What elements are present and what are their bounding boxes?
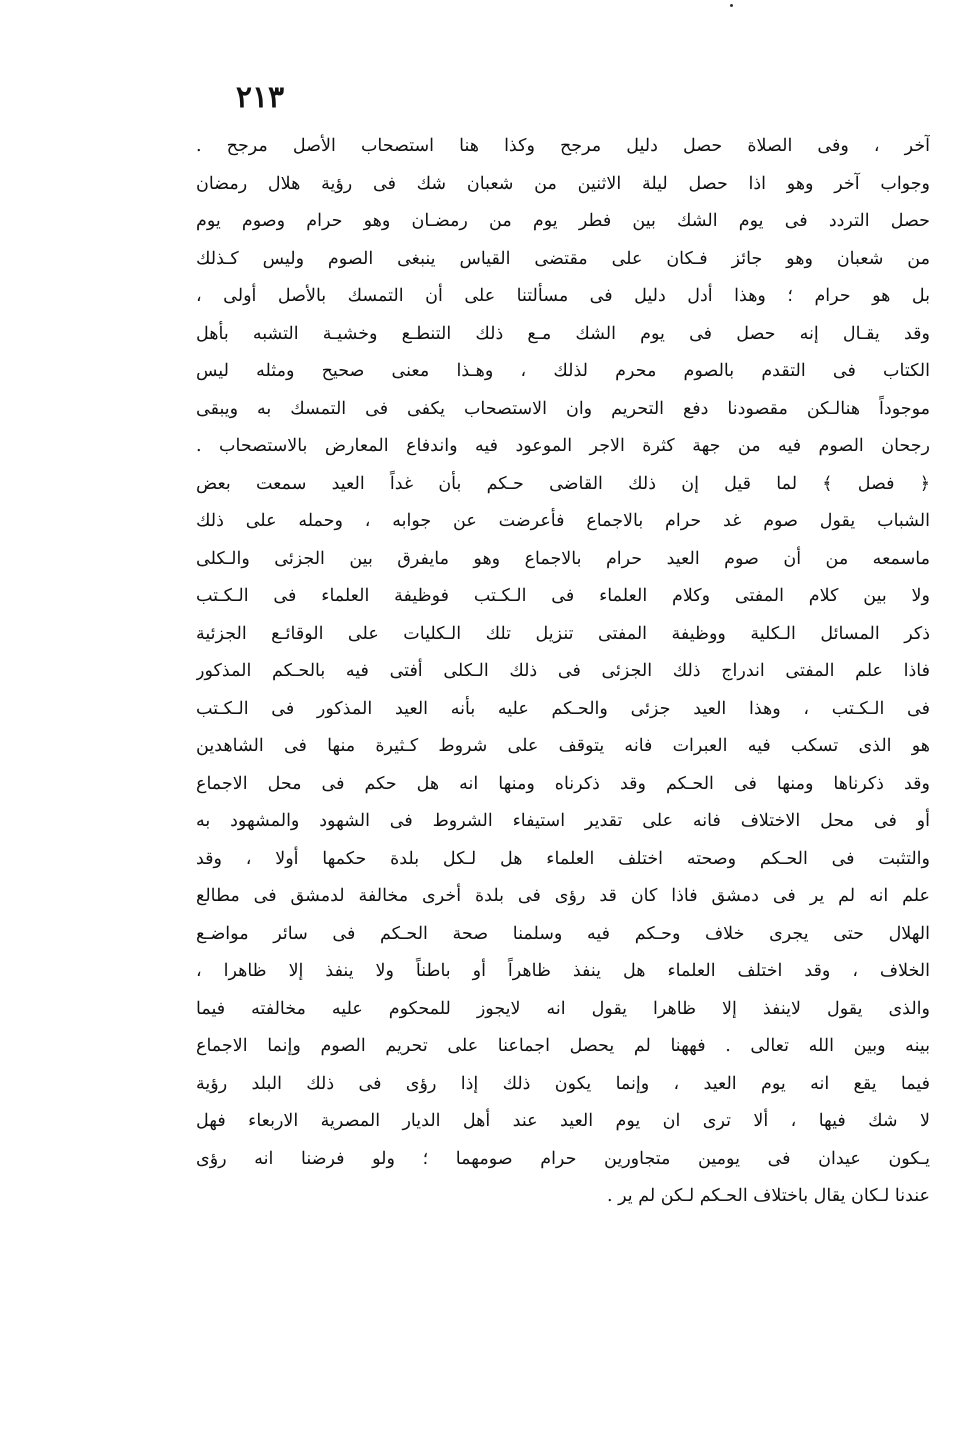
text-line: عندنا لـكان يقال باختلاف الحـكم لـكن لم ير . [606, 1186, 930, 1206]
text-line: موجوداً هنالـكن مقصودنا دفع التحريم وان الاستصحاب يكفى فى التمسك به ويبقى [196, 398, 930, 419]
text-line: رجحان الصوم فيه من جهة كثرة الاجر الموعود فيه واندفاع المعارض بالاستصحاب . [196, 436, 930, 456]
text-line: الهلال حتى يجرى خلاف وحـكم فيه وسلمنا صحة الحـكم فى سائر مواضـع [196, 923, 930, 944]
scan-speck [730, 4, 733, 7]
body-text [196, 128, 930, 1216]
text-line: فى الـكـتب ، وهذا العيد جزئى والحـكم عليه بأنه العيد المذكور فى الـكـتب [196, 698, 930, 719]
page-number: ٢١٣ [235, 80, 285, 115]
text-line: هو الذى تسكب فيه العبرات فانه يتوقف على شروط كـثيرة منها فى الشاهدين [196, 736, 930, 756]
text-line: فيما يقع انه يوم العيد ، وإنما يكون ذلك إذا رؤى فى ذلك البلد رؤية [196, 1073, 930, 1094]
text-line: بينه وبين الله تعالى . فههنا لم يحصل اجماعنا على تحريم الصوم وإنما الاجماع [196, 1036, 930, 1056]
text-line: والذى يقول لاينفذ إلا ظاهرا يقول انه لايجوز للمحكوم عليه مخالفته فيما [196, 998, 930, 1019]
text-line: الخلاف ، وقد اختلف العلماء هل ينفذ ظاهراً أو باطناً ولا ينفذ إلا ظاهرا ، [196, 961, 930, 981]
text-line: ولا بين كلام المفتى وكلام العلماء فى الـكـتب فوظيفة العلماء فى الـكـتب [196, 586, 930, 606]
text-line: الكتاب فى التقدم بالصوم محرم لذلك ، وهـذا معنى صحيح ومثله ليس [196, 361, 930, 381]
text-line: وقد ذكرناها ومنها فى الحـكم وقد ذكرناه ومنها انه هل حكم فى محل الاجماع [196, 773, 930, 794]
text-line: أو فى محل الاختلاف فانه على تقدير استيفاء الشروط فى الشهود والمشهود به [196, 811, 930, 831]
text-line: وجواب آخر وهو اذا حصل ليلة الاثنين من شعبان شك فى رؤية هلال رمضان [196, 173, 930, 194]
text-line: حصل التردد فى يوم الشك بين فطر يوم من رمضـان وهو حرام وصوم يوم [196, 211, 930, 231]
text-line: يـكون عيدان فى يومين متجاورين حرام صومهما ؛ ولو فرضنا انه رؤى [196, 1148, 930, 1169]
section-heading-line: ﴿ فصل ﴾ لما قيل إن ذلك القاضى حـكم بأن غداً العيد سمعت بعض [196, 473, 930, 494]
text-line: والتثبت فى الحـكم وصحته اختلف العلماء هل لـكل بلدة حكمها أولا ، وقد [196, 848, 930, 869]
text-line: الشباب يقول صوم غد حرام بالاجماع فأعرضت عن جوابه ، وحمله على ذلك [196, 511, 930, 531]
text-line: علم انه لم ير فى دمشق فاذا كان قد رؤى فى بلدة أخرى مخالفة لدمشق فى مطالع [196, 886, 930, 906]
text-line: ماسمعه من أن صوم العيد حرام بالاجماع وهو مايفرق بين الجزئى والـكلى [196, 548, 930, 569]
text-line: ذكر المسائل الـكلية ووظيفة المفتى تنزيل تلك الـكليات على الوقائـع الجزئية [196, 623, 930, 644]
text-line: من شعبان وهو جائز فـكان على مقتضى القياس ينبغى الصوم وليس كـذلك [196, 248, 930, 269]
text-line: لا شك فيها ، ألا ترى ان يوم العيد عند أهل الديار المصرية الاربعاء فهل [196, 1111, 930, 1131]
text-line: وقد يقـال إنه حصل فى يوم الشك مـع ذلك التنطـع وخشيـة التشبه بأهل [196, 323, 930, 344]
text-line: آخر ، وفى الصلاة حصل دليل مرجح وكذا هنا استصحاب الأصل مرجح . [196, 136, 930, 156]
text-line: فاذا علم المفتى اندراج ذلك الجزئى فى ذلك الـكلى أفتى فيه بالحـكم المذكور [196, 661, 930, 681]
text-line: بل هو حرام ؛ وهذا أدل دليل فى مسألتنا على أن التمسك بالأصل أولى ، [196, 286, 930, 306]
